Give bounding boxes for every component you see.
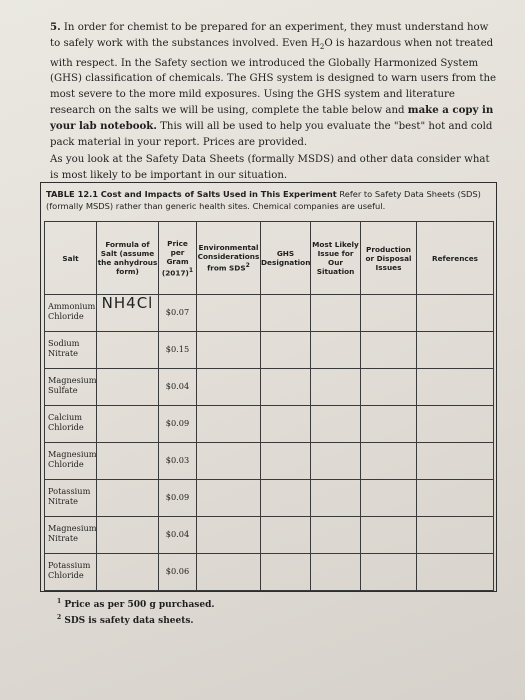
environmental-cell[interactable] — [197, 480, 261, 517]
question-text — [50, 20, 500, 184]
formula-cell[interactable] — [97, 443, 159, 480]
formula-cell[interactable] — [97, 332, 159, 369]
references-cell[interactable] — [417, 443, 494, 480]
header-issue: Most Likely Issue for Our Situation — [311, 222, 361, 295]
references-cell[interactable] — [417, 406, 494, 443]
price-cell: $0.04 — [159, 369, 197, 406]
footnote-2: $^2$ SDS is safety data sheets. — [57, 614, 194, 626]
ghs-cell[interactable] — [261, 406, 311, 443]
salt-name: Potassium Nitrate — [45, 480, 97, 517]
ghs-cell[interactable] — [261, 443, 311, 480]
issue-cell[interactable] — [311, 406, 361, 443]
production-cell[interactable] — [361, 517, 417, 554]
table-caption: TABLE 12.1 Cost and Impacts of Salts Used in This Experiment Refer to Safety Data Sheets (SDS) (formally MSDS) rather than generic health sites. Chemical companies are useful. — [46, 189, 481, 211]
header-price: Price per Gram $(2017)^1$ — [159, 222, 197, 295]
price-cell: $0.04 — [159, 517, 197, 554]
environmental-cell[interactable] — [197, 406, 261, 443]
references-cell[interactable] — [417, 517, 494, 554]
references-cell[interactable] — [417, 295, 494, 332]
salts-table — [44, 221, 494, 591]
environmental-cell[interactable] — [197, 443, 261, 480]
header-salt: Salt — [45, 222, 97, 295]
price-cell: $0.07 — [159, 295, 197, 332]
salt-name: Magnesium Nitrate — [45, 517, 97, 554]
price-cell: $0.09 — [159, 406, 197, 443]
production-cell[interactable] — [361, 369, 417, 406]
table-row — [45, 406, 494, 443]
salt-name: Calcium Chloride — [45, 406, 97, 443]
environmental-cell[interactable] — [197, 332, 261, 369]
formula-cell[interactable] — [97, 554, 159, 591]
references-cell[interactable] — [417, 480, 494, 517]
ghs-cell[interactable] — [261, 517, 311, 554]
table-row — [45, 480, 494, 517]
formula-cell[interactable] — [97, 369, 159, 406]
references-cell[interactable] — [417, 332, 494, 369]
salt-name: Potassium Chloride — [45, 554, 97, 591]
table-box — [40, 182, 497, 592]
environmental-cell[interactable] — [197, 517, 261, 554]
question-paragraph-2: As you look at the Safety Data Sheets (formally MSDS) and other data consider what is most likely to be important in our situation. — [50, 154, 490, 182]
salt-name: Magnesium Sulfate — [45, 369, 97, 406]
table-row — [45, 554, 494, 591]
production-cell[interactable] — [361, 295, 417, 332]
formula-cell[interactable] — [97, 517, 159, 554]
header-references: References — [417, 222, 494, 295]
price-cell: $0.09 — [159, 480, 197, 517]
notebook-instruction: make a copy in your lab notebook. — [50, 104, 494, 132]
environmental-cell[interactable] — [197, 295, 261, 332]
formula-cell[interactable] — [97, 406, 159, 443]
environmental-cell[interactable] — [197, 554, 261, 591]
table-row — [45, 517, 494, 554]
ghs-cell[interactable] — [261, 369, 311, 406]
ghs-cell[interactable] — [261, 295, 311, 332]
issue-cell[interactable] — [311, 517, 361, 554]
production-cell[interactable] — [361, 480, 417, 517]
price-cell: $0.15 — [159, 332, 197, 369]
question-paragraph-1: 5. In order for chemist to be prepared for an experiment, they must understand how to safely work with the substances involved. Even $H_2O$ is hazardous when not treated with respect. In the Safety section we introduced the Globally Harmonized System (GHS) classification of chemicals. The GHS system is designed to warn users from the most severe to the more mild exposures. Using the GHS system and literature research on the salts we will be using, complete the table below and make a copy in your lab notebook. This will all be used to help you evaluate the "best" hot and cold pack material in your report. Prices are provided. — [50, 21, 497, 148]
header-environmental: Environmental Considerations from SDS$^2$ — [197, 222, 261, 295]
issue-cell[interactable] — [311, 480, 361, 517]
issue-cell[interactable] — [311, 554, 361, 591]
ghs-cell[interactable] — [261, 332, 311, 369]
salt-name: Ammonium Chloride — [45, 295, 97, 332]
formula-cell[interactable] — [97, 480, 159, 517]
issue-cell[interactable] — [311, 369, 361, 406]
table-row — [45, 332, 494, 369]
header-ghs: GHS Designation — [261, 222, 311, 295]
handwritten-formula: NH4Cl — [101, 294, 154, 312]
header-row — [45, 222, 494, 295]
salt-name: Sodium Nitrate — [45, 332, 97, 369]
table-row — [45, 295, 494, 332]
header-formula: Formula of Salt (assume the anhydrous form) — [97, 222, 159, 295]
issue-cell[interactable] — [311, 443, 361, 480]
references-cell[interactable] — [417, 554, 494, 591]
formula-cell[interactable] — [97, 295, 159, 332]
issue-cell[interactable] — [311, 295, 361, 332]
ghs-cell[interactable] — [261, 480, 311, 517]
environmental-cell[interactable] — [197, 369, 261, 406]
production-cell[interactable] — [361, 443, 417, 480]
table-row — [45, 443, 494, 480]
question-number: 5. — [50, 21, 61, 33]
salt-name: Magnesium Chloride — [45, 443, 97, 480]
production-cell[interactable] — [361, 406, 417, 443]
ghs-cell[interactable] — [261, 554, 311, 591]
issue-cell[interactable] — [311, 332, 361, 369]
production-cell[interactable] — [361, 554, 417, 591]
header-production: Production or Disposal Issues — [361, 222, 417, 295]
production-cell[interactable] — [361, 332, 417, 369]
table-row — [45, 369, 494, 406]
price-cell: $0.03 — [159, 443, 197, 480]
price-cell: $0.06 — [159, 554, 197, 591]
footnote-1: $^1$ Price as per 500 g purchased. — [57, 598, 215, 610]
references-cell[interactable] — [417, 369, 494, 406]
